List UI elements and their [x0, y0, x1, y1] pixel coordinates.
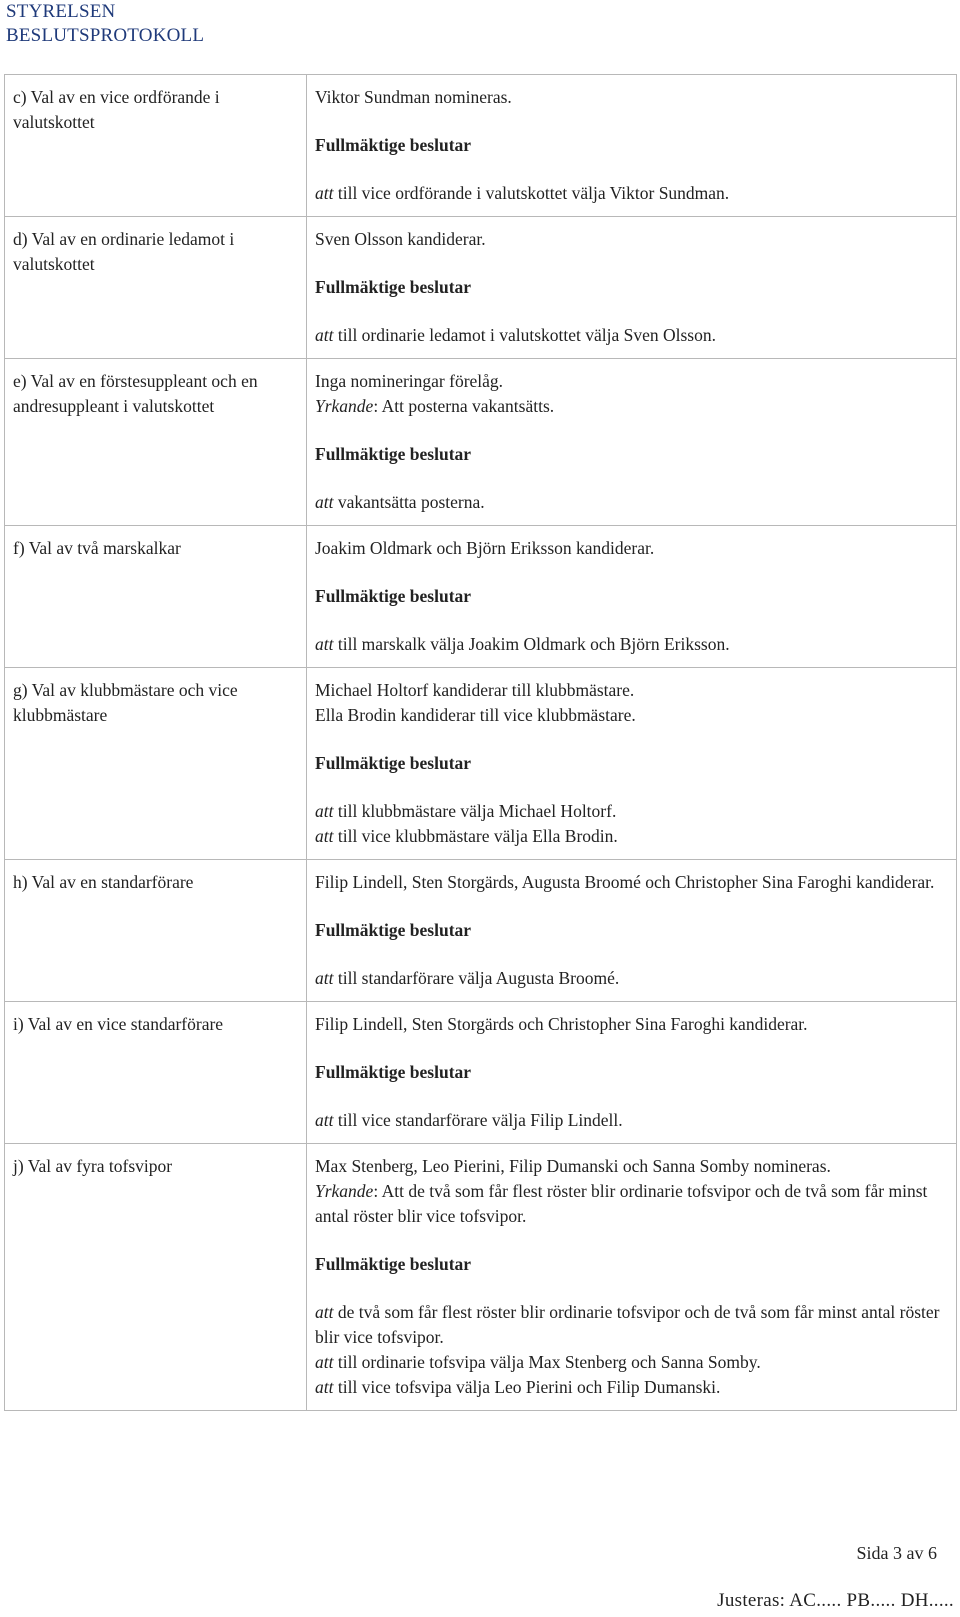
header-doc-type: BESLUTSPROTOKOLL [6, 25, 205, 46]
resolution-text: till ordinarie ledamot i valutskottet välja Sven Olsson. [337, 325, 716, 345]
agenda-item-cell [5, 1002, 307, 1144]
agenda-item-title: h) Val av en standarförare [13, 872, 194, 892]
resolution-text: till vice tofsvipa välja Leo Pierini och Filip Dumanski. [337, 1377, 721, 1397]
decision-heading: Fullmäktige beslutar [315, 1062, 472, 1082]
resolution-text: till standarförare välja Augusta Broomé. [337, 968, 620, 988]
att-keyword: att [315, 634, 334, 654]
decision-heading: Fullmäktige beslutar [315, 920, 472, 940]
agenda-item-title: j) Val av fyra tofsvipor [13, 1156, 173, 1176]
decision-cell [307, 526, 957, 668]
agenda-row [5, 1144, 957, 1411]
resolution-line [315, 632, 944, 657]
att-keyword: att [315, 1302, 334, 1322]
statement-line: Max Stenberg, Leo Pierini, Filip Dumanski och Sanna Somby nomineras. [315, 1156, 831, 1176]
agenda-row [5, 217, 957, 359]
decision-cell [307, 1002, 957, 1144]
att-keyword: att [315, 826, 334, 846]
att-keyword: att [315, 492, 334, 512]
att-keyword: att [315, 1377, 334, 1397]
protocol-table [4, 74, 957, 1411]
statement-line: Michael Holtorf kandiderar till klubbmästare. [315, 680, 635, 700]
agenda-item-cell [5, 1144, 307, 1411]
agenda-item-title: f) Val av två marskalkar [13, 538, 181, 558]
att-keyword: att [315, 801, 334, 821]
yrkande-label: Yrkande [315, 396, 374, 416]
yrkande-text: : Att de två som får flest röster blir ordinarie tofsvipor och de två som får minst antal röster blir vice tofsvipor. [315, 1181, 928, 1226]
agenda-row [5, 75, 957, 217]
att-keyword: att [315, 1352, 334, 1372]
resolution-text: till ordinarie tofsvipa välja Max Stenberg och Sanna Somby. [337, 1352, 761, 1372]
page-number: Sida 3 av 6 [856, 1543, 937, 1563]
resolution-line [315, 824, 944, 849]
att-keyword: att [315, 325, 334, 345]
decision-heading: Fullmäktige beslutar [315, 277, 472, 297]
decision-heading: Fullmäktige beslutar [315, 753, 472, 773]
resolution-line [315, 490, 944, 515]
yrkande-text: : Att posterna vakantsätts. [373, 396, 555, 416]
statement-line: Joakim Oldmark och Björn Eriksson kandiderar. [315, 538, 655, 558]
att-keyword: att [315, 1110, 334, 1130]
agenda-row [5, 668, 957, 860]
resolution-line [315, 1108, 944, 1133]
yrkande-line [315, 1179, 944, 1229]
agenda-item-cell [5, 359, 307, 526]
decision-heading: Fullmäktige beslutar [315, 444, 472, 464]
decision-heading: Fullmäktige beslutar [315, 135, 472, 155]
protocol-body [5, 75, 957, 1411]
statement-line: Filip Lindell, Sten Storgärds och Christopher Sina Faroghi kandiderar. [315, 1014, 808, 1034]
resolution-line [315, 1300, 944, 1350]
resolution-line [315, 323, 944, 348]
agenda-item-cell [5, 75, 307, 217]
decision-heading: Fullmäktige beslutar [315, 1254, 472, 1274]
justeras-line: Justeras: AC..... PB..... DH..... [717, 1590, 954, 1611]
resolution-line [315, 1350, 944, 1375]
agenda-row [5, 359, 957, 526]
resolution-text: till klubbmästare välja Michael Holtorf. [337, 801, 617, 821]
att-keyword: att [315, 968, 334, 988]
document-header [6, 0, 204, 48]
decision-cell [307, 668, 957, 860]
resolution-line [315, 181, 944, 206]
decision-cell [307, 217, 957, 359]
decision-heading: Fullmäktige beslutar [315, 586, 472, 606]
yrkande-label: Yrkande [315, 1181, 374, 1201]
agenda-item-title: d) Val av en ordinarie ledamot i valutskottet [13, 229, 235, 274]
resolution-text: till vice standarförare välja Filip Lindell. [337, 1110, 623, 1130]
agenda-row [5, 860, 957, 1002]
resolution-text: till vice ordförande i valutskottet välja Viktor Sundman. [337, 183, 730, 203]
agenda-item-cell [5, 860, 307, 1002]
resolution-line [315, 799, 944, 824]
att-keyword: att [315, 183, 334, 203]
decision-cell [307, 75, 957, 217]
agenda-item-title: g) Val av klubbmästare och vice klubbmästare [13, 680, 238, 725]
resolution-text: till marskalk välja Joakim Oldmark och Björn Eriksson. [337, 634, 730, 654]
resolution-line [315, 1375, 944, 1400]
agenda-item-title: e) Val av en förstesuppleant och en andresuppleant i valutskottet [13, 371, 258, 416]
resolution-line [315, 966, 944, 991]
agenda-item-cell [5, 526, 307, 668]
statement-line: Sven Olsson kandiderar. [315, 229, 486, 249]
statement-line: Filip Lindell, Sten Storgärds, Augusta Broomé och Christopher Sina Faroghi kandiderar. [315, 872, 935, 892]
agenda-item-title: c) Val av en vice ordförande i valutskottet [13, 87, 220, 132]
agenda-item-title: i) Val av en vice standarförare [13, 1014, 224, 1034]
yrkande-line [315, 394, 944, 419]
statement-line: Ella Brodin kandiderar till vice klubbmästare. [315, 705, 636, 725]
resolution-text: till vice klubbmästare välja Ella Brodin. [337, 826, 618, 846]
resolution-text: de två som får flest röster blir ordinarie tofsvipor och de två som får minst antal röster blir vice tofsvipor. [315, 1302, 940, 1347]
agenda-item-cell [5, 668, 307, 860]
agenda-row [5, 1002, 957, 1144]
decision-cell [307, 359, 957, 526]
decision-cell [307, 860, 957, 1002]
statement-line: Viktor Sundman nomineras. [315, 87, 512, 107]
statement-line: Inga nomineringar förelåg. [315, 371, 504, 391]
agenda-item-cell [5, 217, 307, 359]
header-org: STYRELSEN [6, 1, 116, 22]
resolution-text: vakantsätta posterna. [337, 492, 485, 512]
agenda-row [5, 526, 957, 668]
decision-cell [307, 1144, 957, 1411]
